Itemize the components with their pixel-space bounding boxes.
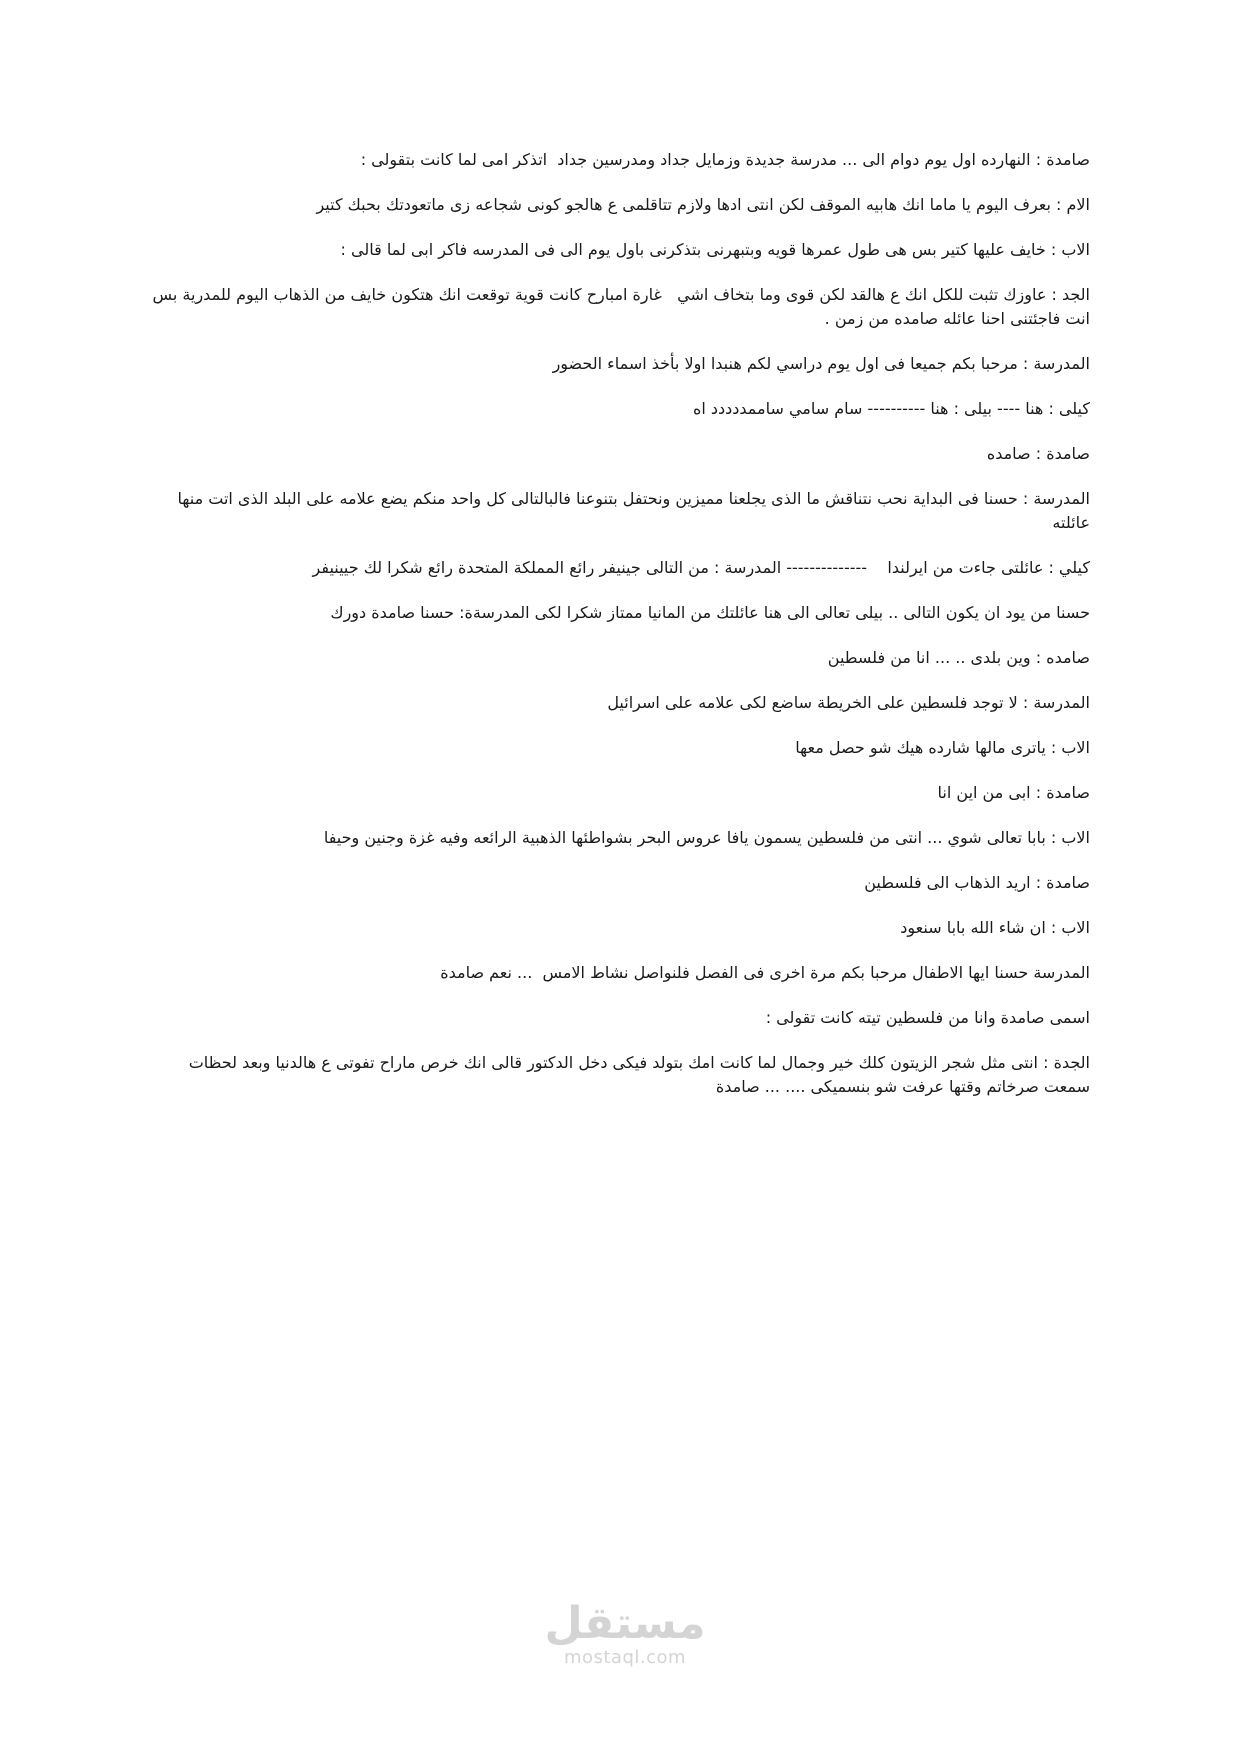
paragraph-teacher-continue: المدرسة حسنا ايها الاطفال مرحبا بكم مرة اخرى فى الفصل فلنواصل نشاط الامس ... نعم صامدة: [440, 963, 1090, 982]
mostaql-watermark: [540, 1600, 710, 1668]
paragraph-roll-call: كيلى : هنا ---- بيلى : هنا ---------- سام سامي ساممددددد اه: [692, 399, 1090, 418]
paragraph-samida-intro: صامدة : النهارده اول يوم دوام الى ... مدرسة جديدة وزمايل جداد ومدرسين جداد اتذكر امى لما كانت بتقولى :: [360, 150, 1090, 169]
paragraph-father-answer: الاب : بابا تعالى شوي ... انتى من فلسطين يسمون يافا عروس البحر بشواطئها الذهبية الرائعه وفيه غزة وجنين وحيفا: [323, 828, 1090, 847]
paragraph-father-promise: الاب : ان شاء الله بابا سنعود: [900, 918, 1090, 937]
paragraph-samida-question: صامدة : ابى من اين انا: [937, 783, 1090, 802]
paragraph-samida-name: اسمى صامدة وانا من فلسطين تيته كانت تقولى :: [765, 1008, 1090, 1027]
paragraph-father-worried: الاب : ياترى مالها شارده هيك شو حصل معها: [795, 738, 1090, 757]
paragraph-teacher-diversity: المدرسة : حسنا فى البداية نحب نتناقش ما الذى يجلعنا مميزين ونحتفل بتنوعنا فالبالتالى كل واحد منكم يضع علامه على البلد الذى اتت منها عائلته: [172, 489, 1090, 532]
paragraph-teacher-map: المدرسة : لا توجد فلسطين على الخريطة ساضع لكى علامه على اسرائيل: [607, 693, 1090, 712]
paragraph-grandmother: الجدة : انتى مثل شجر الزيتون كلك خير وجمال لما كانت امك بتولد فيكى دخل الدكتور قالى انك خرص ماراح تفوتى ع هالدنيا وبعد لحظات سمعت صرخاتم وقتها عرفت شو بنسميكى .... ... صامدة: [183, 1053, 1090, 1096]
paragraph-kelly-ireland: كيلي : عائلتى جاءت من ايرلندا -------------- المدرسة : من التالى جينيفر رائع المملكة المتحدة رائع شكرا لك جيينيفر: [312, 558, 1090, 577]
paragraph-billy-germany: حسنا من يود ان يكون التالى .. بيلى تعالى الى هنا عائلتك من المانيا ممتاز شكرا لكى المدرسةة: حسنا صامدة دورك: [330, 603, 1090, 622]
paragraph-teacher-welcome: المدرسة : مرحبا بكم جميعا فى اول يوم دراسي لكم هنبدا اولا بأخذ اسماء الحضور: [552, 354, 1090, 373]
paragraph-samida-present: صامدة : صامده: [986, 444, 1090, 463]
paragraph-samida-palestine: صامده : وين بلدى .. ... انا من فلسطين: [827, 648, 1090, 667]
watermark-url: mostaql.com: [563, 1647, 687, 1668]
paragraph-father: الاب : خايف عليها كتير بس هى طول عمرها قويه وبتبهرنى بتذكرنى باول يوم الى فى المدرسه فاكر ابى لما قالى :: [340, 240, 1090, 259]
document-body: [147, 148, 1090, 1120]
paragraph-mother: الام : بعرف اليوم يا ماما انك هابيه الموقف لكن انتى ادها ولازم تتاقلمى ع هالجو كونى شجاعه زى ماتعودتك بحبك كتير: [316, 195, 1090, 214]
paragraph-grandfather: الجد : عاوزك تثبت للكل انك ع هالقد لكن قوى وما بتخاف اشي غارة امبارح كانت قوية توقعت انك هتكون خايف من الذهاب اليوم للمدرية بس انت فاجئتنى احنا عائله صامده من زمن .: [147, 285, 1090, 328]
watermark-logo: مستقل: [544, 1598, 706, 1649]
paragraph-samida-wish: صامدة : اريد الذهاب الى فلسطين: [864, 873, 1090, 892]
